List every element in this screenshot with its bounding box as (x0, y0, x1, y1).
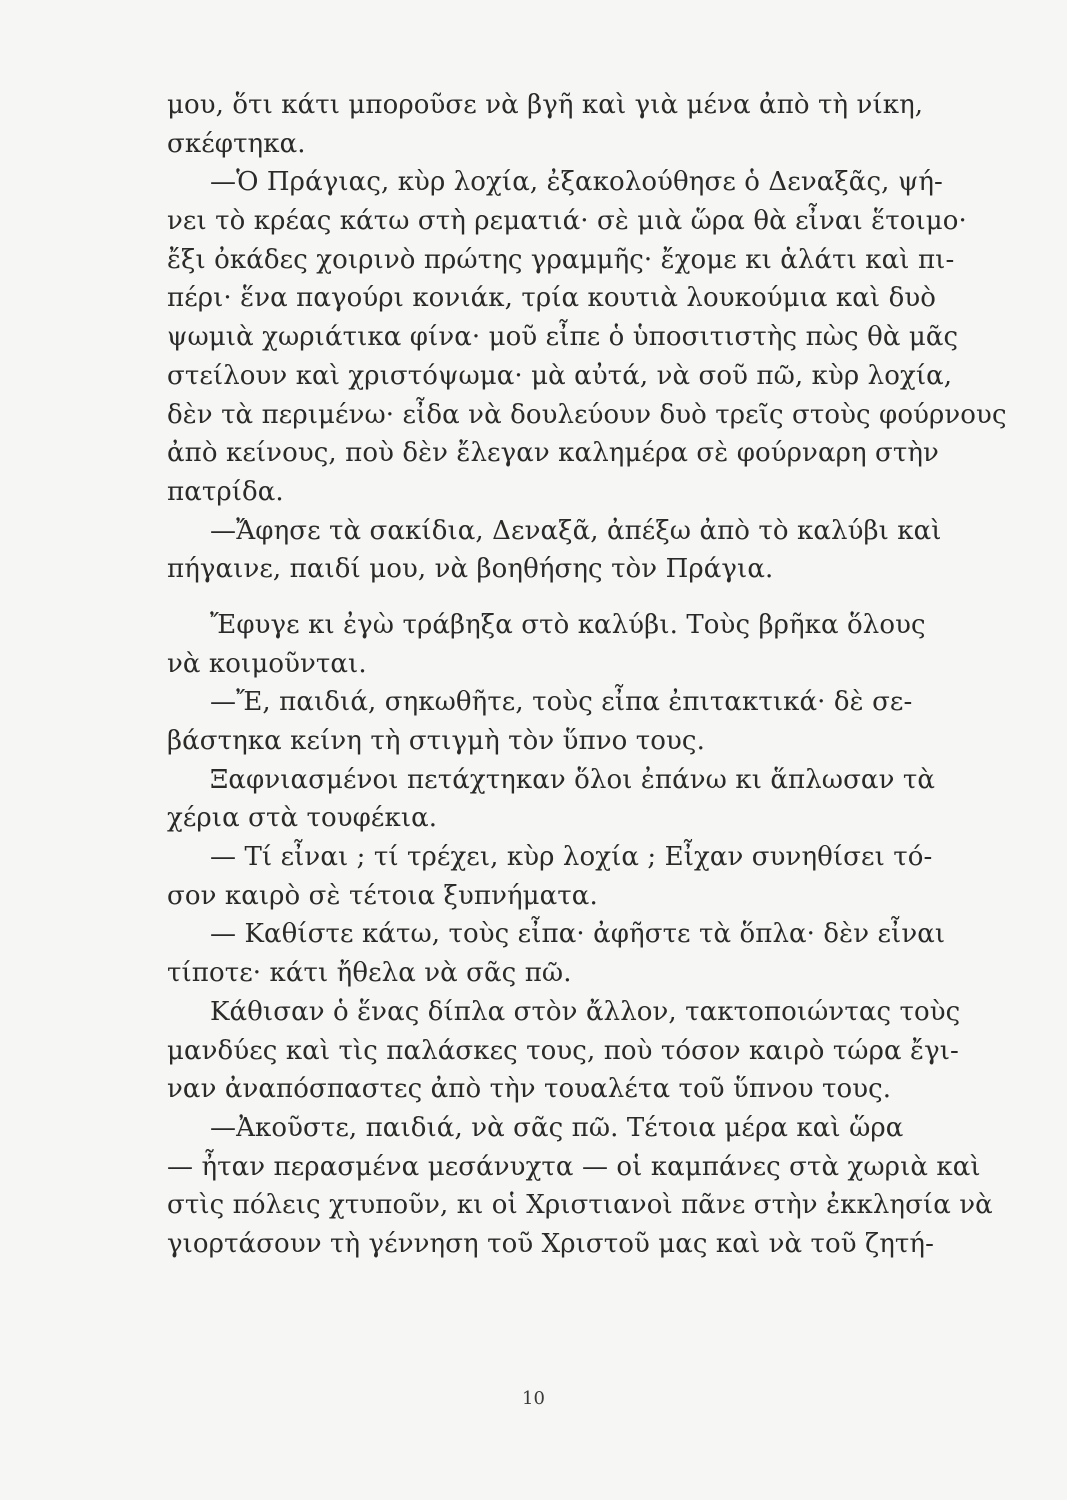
text-line: πήγαινε, παιδί μου, νὰ βοηθήσης τὸν Πράγια. (167, 554, 774, 585)
text-line: στείλουν καὶ χριστόψωμα· μὰ αὐτά, νὰ σοῦ πῶ, κὺρ λοχία, (167, 360, 953, 391)
text-line: χέρια στὰ τουφέκια. (167, 803, 438, 834)
text-line: δὲν τὰ περιμένω· εἶδα νὰ δουλεύουν δυὸ τρεῖς στοὺς φούρνους (167, 399, 1007, 430)
text-line: γιορτάσουν τὴ γέννηση τοῦ Χριστοῦ μας καὶ νὰ τοῦ ζητή- (167, 1228, 934, 1259)
text-line: —Ἄφησε τὰ σακίδια, Δεναξᾶ, ἀπέξω ἀπὸ τὸ καλύβι καὶ (210, 515, 942, 546)
text-line: σον καιρὸ σὲ τέτοια ξυπνήματα. (167, 880, 598, 911)
page-number: 10 (522, 1388, 545, 1409)
body-text (167, 86, 1013, 1264)
text-line: νει τὸ κρέας κάτω στὴ ρεματιά· σὲ μιὰ ὥρα θὰ εἶναι ἕτοιμο· (167, 206, 967, 237)
text-line: ἔξι ὀκάδες χοιρινὸ πρώτης γραμμῆς· ἔχομε κι ἁλάτι καὶ πι- (167, 244, 955, 275)
text-line: μανδύες καὶ τὶς παλάσκες τους, ποὺ τόσον καιρὸ τώρα ἔγι- (167, 1035, 959, 1066)
text-line: —Ἔ, παιδιά, σηκωθῆτε, τοὺς εἶπα ἐπιτακτικά· δὲ σε- (210, 687, 913, 718)
text-line: — Τί εἶναι ; τί τρέχει, κὺρ λοχία ; Εἶχαν συνηθίσει τό- (210, 842, 933, 873)
text-line: —Ὁ Πράγιας, κὺρ λοχία, ἐξακολούθησε ὁ Δεναξᾶς, ψή- (210, 167, 943, 198)
text-line: ἀπὸ κείνους, ποὺ δὲν ἔλεγαν καλημέρα σὲ φούρναρη στὴν (167, 438, 939, 469)
text-line: — Καθίστε κάτω, τοὺς εἶπα· ἀφῆστε τὰ ὅπλα· δὲν εἶναι (210, 919, 946, 950)
text-line: νὰ κοιμοῦνται. (167, 648, 367, 679)
text-line: —Ἀκοῦστε, παιδιά, νὰ σᾶς πῶ. Τέτοια μέρα καὶ ὥρα (210, 1112, 904, 1143)
text-line: βάστηκα κείνη τὴ στιγμὴ τὸν ὕπνο τους. (167, 726, 705, 756)
text-line: ψωμιὰ χωριάτικα φίνα· μοῦ εἶπε ὁ ὑποσιτιστὴς πὼς θὰ μᾶς (167, 322, 959, 353)
text-line: πέρι· ἕνα παγούρι κονιάκ, τρία κουτιὰ λουκούμια καὶ δυὸ (167, 283, 937, 314)
text-line: Κάθισαν ὁ ἕνας δίπλα στὸν ἄλλον, τακτοποιώντας τοὺς (210, 996, 961, 1027)
text-line: πατρίδα. (167, 476, 284, 507)
text-line: τίποτε· κάτι ἤθελα νὰ σᾶς πῶ. (167, 958, 572, 989)
text-line: στὶς πόλεις χτυποῦν, κι οἱ Χριστιανοὶ πᾶνε στὴν ἐκκλησία νὰ (167, 1190, 993, 1221)
text-line: μου, ὅτι κάτι μποροῦσε νὰ βγῆ καὶ γιὰ μένα ἀπὸ τὴ νίκη, (167, 90, 924, 120)
text-line: ναν ἀναπόσπαστες ἀπὸ τὴν τουαλέτα τοῦ ὕπνου τους. (167, 1074, 892, 1105)
text-line: σκέφτηκα. (167, 128, 306, 159)
text-line: Ξαφνιασμένοι πετάχτηκαν ὅλοι ἐπάνω κι ἅπλωσαν τὰ (210, 764, 936, 795)
text-line: Ἔφυγε κι ἐγὼ τράβηξα στὸ καλύβι. Τοὺς βρῆκα ὅλους (210, 609, 926, 640)
text-line: — ἦταν περασμένα μεσάνυχτα — οἱ καμπάνες στὰ χωριὰ καὶ (167, 1151, 981, 1182)
